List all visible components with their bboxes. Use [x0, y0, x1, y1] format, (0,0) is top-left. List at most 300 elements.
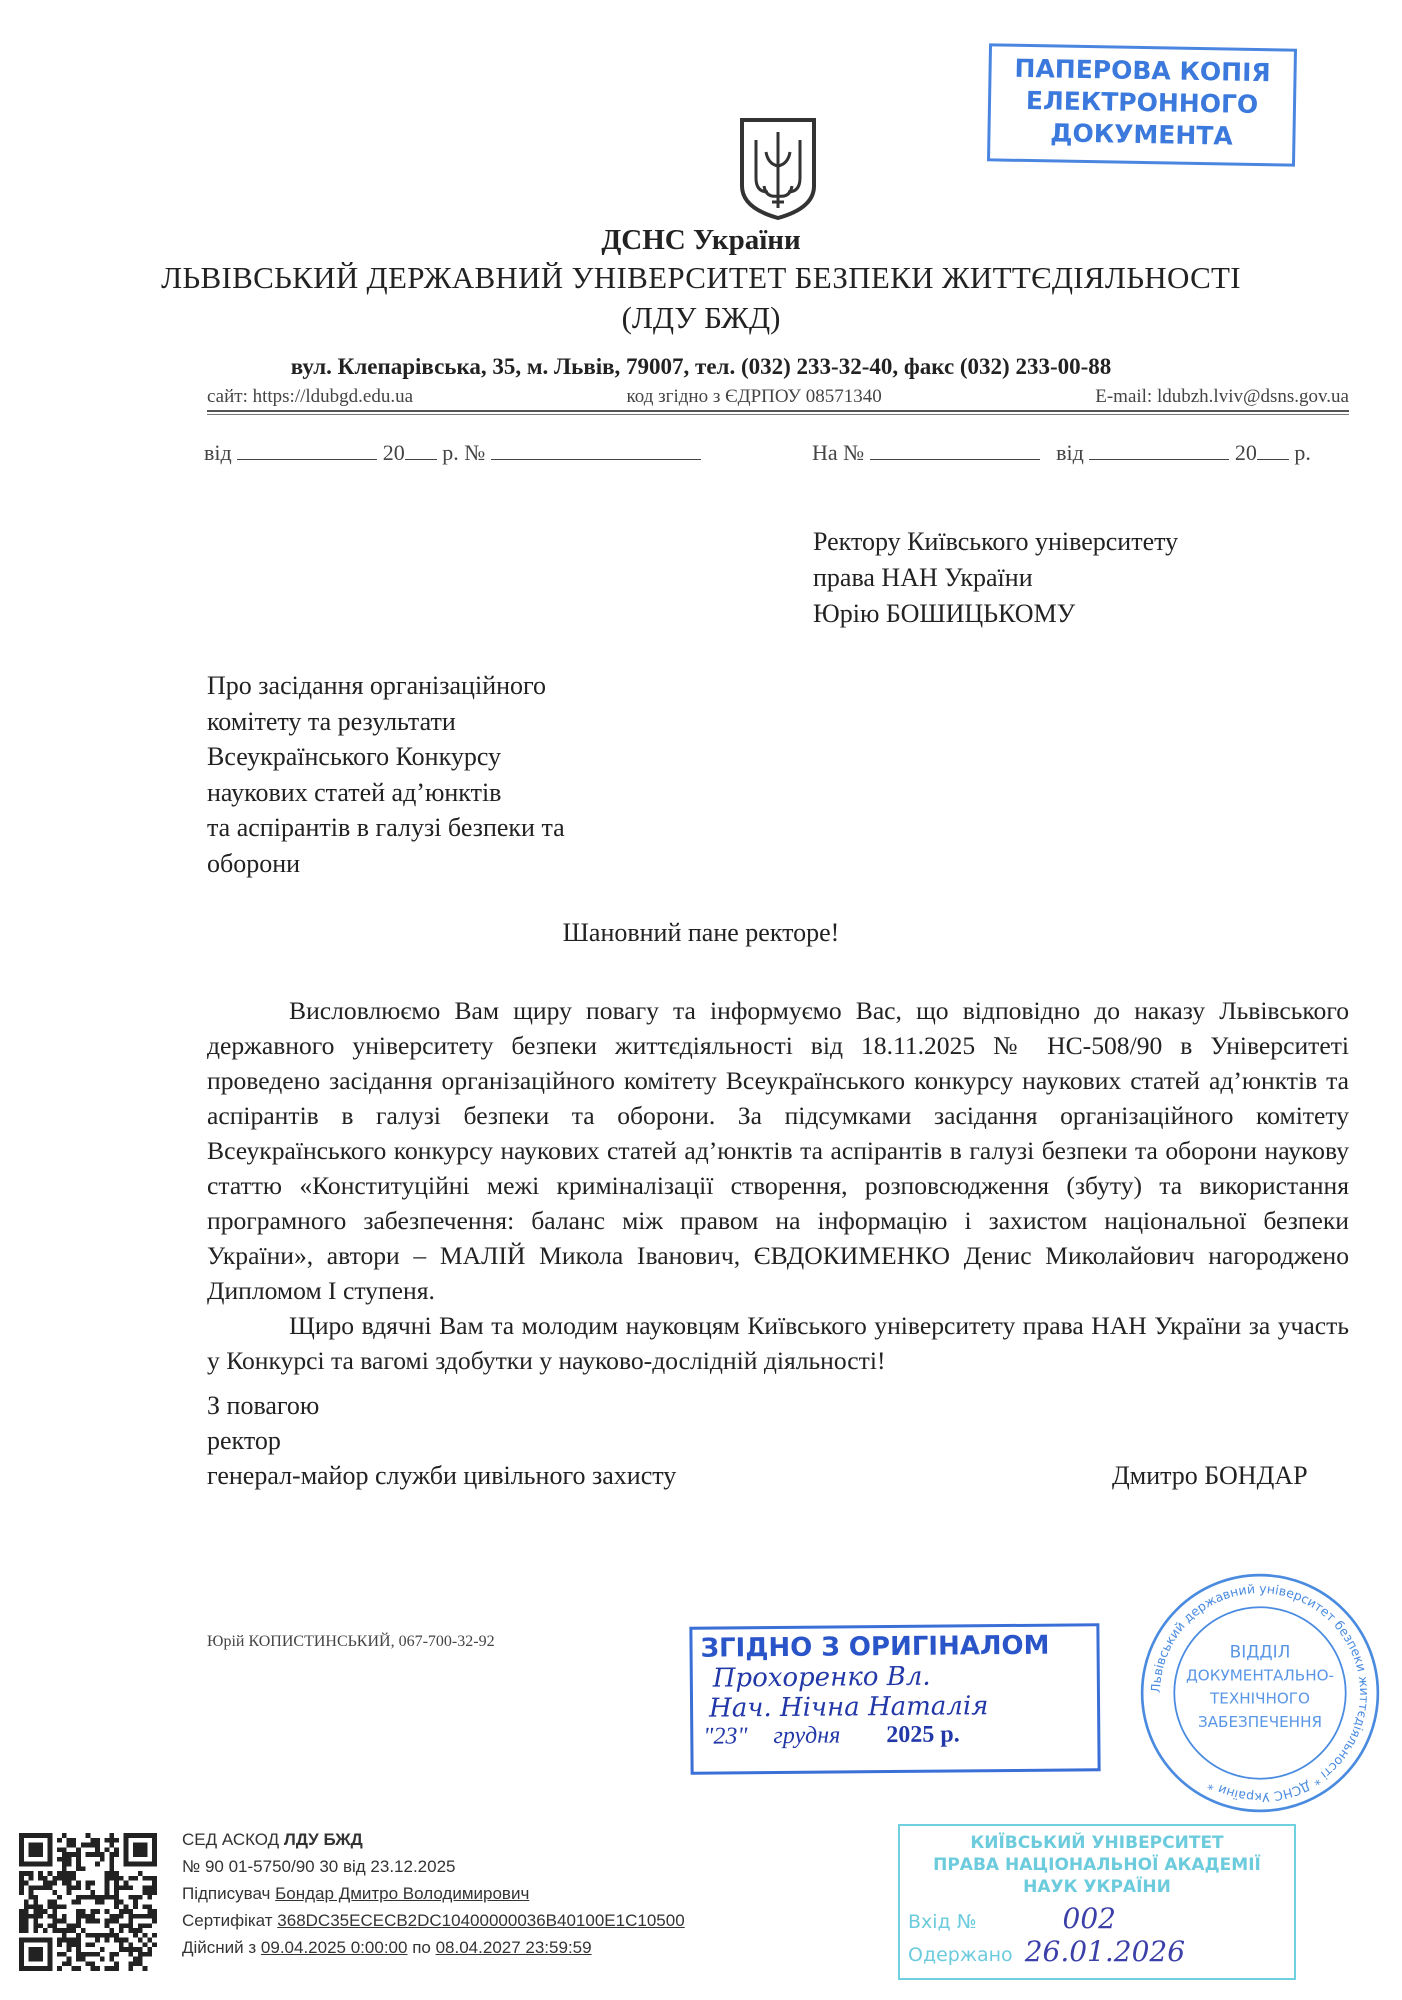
qr-module: [67, 1871, 72, 1876]
qr-module: [119, 1947, 124, 1952]
qr-module: [67, 1852, 72, 1857]
qr-module: [128, 1952, 133, 1957]
qr-module: [147, 1909, 152, 1914]
qr-module: [33, 1909, 38, 1914]
qr-module: [29, 1885, 34, 1890]
qr-module: [86, 1843, 91, 1848]
qr-module: [29, 1914, 34, 1919]
seal-text: ВІДДІЛ: [1229, 1641, 1291, 1662]
qr-module: [114, 1933, 119, 1938]
qr-module: [95, 1938, 100, 1943]
qr-module: [90, 1942, 95, 1947]
qr-module: [114, 1890, 119, 1895]
stamp-year: 2025 р.: [886, 1721, 960, 1749]
qr-module: [76, 1862, 81, 1867]
qr-module: [67, 1885, 72, 1890]
qr-module: [152, 1919, 157, 1924]
qr-module: [90, 1966, 95, 1971]
qr-module: [62, 1862, 67, 1867]
round-seal: [1135, 1568, 1385, 1818]
stamp-line: ДОКУМЕНТА: [1049, 118, 1233, 151]
qr-module: [105, 1876, 110, 1881]
sed-number: № 90 01-5750/90 30 від 23.12.2025: [182, 1857, 456, 1876]
label: р.: [1294, 440, 1311, 465]
signer: Бондар Дмитро Володимирович: [275, 1884, 530, 1903]
valid-from: 09.04.2025 0:00:00: [260, 1938, 408, 1957]
qr-module: [33, 1919, 38, 1924]
cert: 368DC35ECECB2DC10400000036B40100E1C10500: [277, 1911, 685, 1930]
qr-module: [128, 1876, 133, 1881]
qr-module: [124, 1885, 129, 1890]
qr-module: [143, 1914, 148, 1919]
outgoing-registration: [204, 440, 701, 466]
qr-module: [33, 1900, 38, 1905]
qr-module: [52, 1890, 57, 1895]
qr-module: [109, 1952, 114, 1957]
qr-module: [67, 1947, 72, 1952]
qr-module: [24, 1909, 29, 1914]
qr-finder: [29, 1843, 43, 1857]
qr-module: [76, 1900, 81, 1905]
qr-module: [48, 1871, 53, 1876]
label: Вхід №: [908, 1911, 977, 1933]
qr-module: [81, 1909, 86, 1914]
qr-module: [109, 1857, 114, 1862]
qr-module: [152, 1881, 157, 1886]
qr-module: [147, 1952, 152, 1957]
qr-module: [100, 1957, 105, 1962]
edrpou-code: код згідно з ЄДРПОУ 08571340: [626, 386, 882, 407]
qr-module: [138, 1938, 143, 1943]
qr-module: [128, 1928, 133, 1933]
qr-module: [133, 1961, 138, 1966]
qr-module: [86, 1833, 91, 1838]
qr-module: [90, 1895, 95, 1900]
sed-system: [182, 1826, 685, 1853]
qr-module: [62, 1904, 67, 1909]
qr-module: [138, 1928, 143, 1933]
qr-module: [119, 1885, 124, 1890]
qr-module: [57, 1876, 62, 1881]
qr-module: [76, 1909, 81, 1914]
label: Дійсний з: [182, 1938, 257, 1957]
paragraph: Висловлюємо Вам щиру повагу та інформуємо Вас, що відповідно до наказу Львівського державного університету безпеки життєдіяльності від 18.11.2025 № НС-508/90 в Університеті проведено засідання організаційного комітету Всеукраїнського конкурсу наукових статей ад’юнктів та аспірантів в галузі безпеки та оборони. За підсумками засідання організаційного комітету Всеукраїнського конкурсу наукових статей ад’юнктів та аспірантів в галузі безпеки та оборони наукову статтю «Конституційні межі криміналізації створення, розповсюдження (збуту) та використання програмного забезпечення: баланс між правом на інформацію і захистом національної безпеки України», автори – МАЛІЙ Микола Іванович, ЄВДОКИМЕНКО Денис Миколайович нагороджено Дипломом І ступеня.: [207, 996, 1349, 1305]
qr-module: [124, 1881, 129, 1886]
qr-module: [100, 1947, 105, 1952]
qr-module: [19, 1909, 24, 1914]
qr-module: [109, 1862, 114, 1867]
qr-module: [100, 1852, 105, 1857]
qr-module: [76, 1923, 81, 1928]
qr-module: [81, 1957, 86, 1962]
stamp-line: ПАПЕРОВА КОПІЯ: [1014, 53, 1271, 88]
qr-module: [38, 1909, 43, 1914]
letter-body: [207, 993, 1349, 1378]
qr-module: [90, 1909, 95, 1914]
stamp-line: ПРАВА НАЦІОНАЛЬНОЇ АКАДЕМІЇ: [933, 1855, 1261, 1875]
qr-module: [29, 1871, 34, 1876]
qr-module: [105, 1938, 110, 1943]
label: На №: [812, 440, 865, 465]
qr-module: [138, 1961, 143, 1966]
qr-module: [152, 1885, 157, 1890]
qr-module: [57, 1919, 62, 1924]
qr-module: [76, 1952, 81, 1957]
qr-module: [105, 1923, 110, 1928]
qr-module: [105, 1885, 110, 1890]
qr-module: [57, 1952, 62, 1957]
qr-module: [19, 1871, 24, 1876]
qr-finder: [133, 1843, 147, 1857]
qr-module: [81, 1914, 86, 1919]
qr-module: [38, 1904, 43, 1909]
stamp-line: КИЇВСЬКИЙ УНІВЕРСИТЕТ: [970, 1833, 1224, 1853]
qr-module: [147, 1904, 152, 1909]
qr-module: [24, 1871, 29, 1876]
qr-module: [71, 1876, 76, 1881]
qr-module: [105, 1933, 110, 1938]
qr-module: [114, 1895, 119, 1900]
qr-module: [152, 1876, 157, 1881]
subject-line: Всеукраїнського Конкурсу: [207, 742, 502, 771]
qr-module: [128, 1914, 133, 1919]
qr-module: [109, 1876, 114, 1881]
qr-module: [143, 1890, 148, 1895]
qr-module: [24, 1914, 29, 1919]
qr-module: [67, 1942, 72, 1947]
qr-module: [62, 1857, 67, 1862]
incoming-reference: [812, 440, 1311, 466]
qr-module: [48, 1923, 53, 1928]
qr-module: [19, 1881, 24, 1886]
qr-module: [19, 1928, 24, 1933]
qr-module: [128, 1909, 133, 1914]
qr-module: [76, 1895, 81, 1900]
qr-module: [52, 1909, 57, 1914]
recipient-line: Ректору Київського університету: [813, 527, 1179, 556]
qr-module: [81, 1843, 86, 1848]
qr-module: [133, 1914, 138, 1919]
qr-module: [95, 1933, 100, 1938]
qr-module: [57, 1895, 62, 1900]
qr-module: [143, 1952, 148, 1957]
qr-module: [76, 1957, 81, 1962]
executor-contact: Юрій КОПИСТИНСЬКИЙ, 067-700-32-92: [207, 1633, 495, 1650]
qr-module: [76, 1933, 81, 1938]
website: сайт: https://ldubgd.edu.ua: [207, 386, 414, 407]
qr-module: [76, 1857, 81, 1862]
paragraph: Щиро вдячні Вам та молодим науковцям Київського університету права НАН України за участь у Конкурсі та вагомі здобутки у науково-дослідній діяльності!: [207, 1311, 1349, 1375]
university-abbr: (ЛДУ БЖД): [621, 300, 781, 335]
blank: [870, 441, 1040, 460]
qr-module: [95, 1900, 100, 1905]
qr-module: [62, 1852, 67, 1857]
qr-module: [95, 1862, 100, 1867]
qr-module: [24, 1900, 29, 1905]
qr-module: [138, 1923, 143, 1928]
qr-module: [62, 1961, 67, 1966]
qr-module: [133, 1957, 138, 1962]
qr-module: [19, 1923, 24, 1928]
qr-module: [24, 1928, 29, 1933]
qr-module: [90, 1838, 95, 1843]
qr-module: [109, 1895, 114, 1900]
qr-module: [71, 1871, 76, 1876]
recipient-block: [813, 524, 1178, 632]
qr-module: [114, 1885, 119, 1890]
qr-module: [71, 1900, 76, 1905]
qr-module: [81, 1866, 86, 1871]
qr-module: [114, 1881, 119, 1886]
label: 20: [382, 440, 405, 465]
qr-module: [76, 1852, 81, 1857]
qr-module: [128, 1966, 133, 1971]
sed-valid: [182, 1934, 685, 1961]
qr-module: [95, 1909, 100, 1914]
qr-module: [105, 1838, 110, 1843]
qr-module: [52, 1923, 57, 1928]
qr-module: [24, 1923, 29, 1928]
qr-module: [62, 1914, 67, 1919]
qr-module: [86, 1881, 91, 1886]
qr-module: [152, 1914, 157, 1919]
qr-module: [33, 1914, 38, 1919]
qr-module: [133, 1900, 138, 1905]
qr-module: [114, 1904, 119, 1909]
qr-module: [76, 1947, 81, 1952]
qr-module: [90, 1843, 95, 1848]
qr-module: [152, 1909, 157, 1914]
qr-module: [119, 1909, 124, 1914]
qr-module: [128, 1923, 133, 1928]
qr-module: [71, 1843, 76, 1848]
qr-module: [128, 1947, 133, 1952]
qr-code: [19, 1833, 157, 1971]
qr-module: [128, 1919, 133, 1924]
qr-module: [114, 1847, 119, 1852]
qr-module: [143, 1876, 148, 1881]
blank: [491, 441, 701, 460]
qr-module: [24, 1919, 29, 1924]
subject-line: комітету та результати: [207, 706, 456, 736]
qr-module: [76, 1966, 81, 1971]
qr-module: [114, 1966, 119, 1971]
qr-module: [57, 1928, 62, 1933]
qr-module: [105, 1909, 110, 1914]
qr-module: [43, 1885, 48, 1890]
qr-module: [95, 1852, 100, 1857]
qr-module: [86, 1961, 91, 1966]
qr-module: [52, 1881, 57, 1886]
qr-module: [62, 1952, 67, 1957]
qr-module: [114, 1871, 119, 1876]
qr-module: [133, 1895, 138, 1900]
certified-copy-stamp: [689, 1623, 1100, 1775]
qr-module: [147, 1885, 152, 1890]
qr-module: [43, 1881, 48, 1886]
qr-module: [114, 1961, 119, 1966]
qr-module: [109, 1957, 114, 1962]
qr-module: [138, 1947, 143, 1952]
qr-module: [67, 1862, 72, 1867]
qr-module: [71, 1838, 76, 1843]
handwritten-line: Нач. Нічна Наталія: [708, 1691, 989, 1724]
subject-line: та аспірантів в галузі безпеки та: [207, 813, 565, 842]
qr-module: [48, 1904, 53, 1909]
label: р. №: [442, 440, 486, 465]
qr-module: [81, 1928, 86, 1933]
qr-module: [133, 1904, 138, 1909]
label: Одержано: [908, 1944, 1013, 1966]
qr-module: [100, 1857, 105, 1862]
qr-module: [62, 1938, 67, 1943]
qr-module: [62, 1928, 67, 1933]
qr-module: [48, 1881, 53, 1886]
qr-module: [95, 1919, 100, 1924]
qr-module: [109, 1833, 114, 1838]
qr-module: [95, 1966, 100, 1971]
qr-module: [114, 1919, 119, 1924]
letter-content: [207, 993, 1349, 1493]
closing-block: [207, 1388, 1349, 1493]
qr-module: [95, 1843, 100, 1848]
qr-module: [100, 1895, 105, 1900]
qr-module: [119, 1938, 124, 1943]
closing-line: генерал-майор служби цивільного захисту: [207, 1461, 677, 1490]
qr-module: [38, 1914, 43, 1919]
qr-module: [138, 1895, 143, 1900]
qr-module: [62, 1833, 67, 1838]
qr-finder: [29, 1947, 43, 1961]
qr-module: [143, 1904, 148, 1909]
sed-cert: [182, 1907, 685, 1934]
qr-module: [71, 1928, 76, 1933]
signer-name: Дмитро БОНДАР: [1112, 1461, 1308, 1490]
blank: [405, 441, 437, 460]
received-date: 26.01.2026: [1024, 1935, 1186, 1968]
divider: [207, 410, 1349, 412]
address: вул. Клепарівська, 35, м. Львів, 79007, тел. (032) 233-32-40, факс (032) 233-00-88: [290, 354, 1112, 379]
stamp-line: ЕЛЕКТРОННОГО: [1025, 85, 1259, 120]
label: 20: [1234, 440, 1257, 465]
qr-module: [86, 1919, 91, 1924]
qr-module: [67, 1890, 72, 1895]
qr-module: [57, 1904, 62, 1909]
qr-module: [62, 1847, 67, 1852]
agency-name: ДСНС України: [601, 224, 801, 256]
qr-module: [43, 1876, 48, 1881]
qr-module: [76, 1881, 81, 1886]
subject-line: оборони: [207, 848, 301, 878]
qr-module: [67, 1938, 72, 1943]
qr-module: [71, 1852, 76, 1857]
qr-module: [19, 1876, 24, 1881]
qr-module: [67, 1923, 72, 1928]
subject-line: Про засідання організаційного: [207, 671, 547, 700]
qr-module: [114, 1952, 119, 1957]
org: ЛДУ БЖД: [283, 1830, 363, 1849]
qr-module: [71, 1923, 76, 1928]
qr-module: [138, 1952, 143, 1957]
qr-module: [100, 1933, 105, 1938]
qr-module: [100, 1900, 105, 1905]
in-number-row: [900, 1902, 1294, 1935]
qr-module: [133, 1876, 138, 1881]
qr-module: [143, 1885, 148, 1890]
qr-module: [105, 1881, 110, 1886]
qr-module: [128, 1961, 133, 1966]
qr-module: [90, 1952, 95, 1957]
qr-module: [29, 1904, 34, 1909]
qr-module: [52, 1928, 57, 1933]
qr-module: [119, 1923, 124, 1928]
qr-module: [133, 1928, 138, 1933]
handwritten-line: Прохоренко Вл.: [712, 1661, 931, 1694]
subject-line: наукових статей ад’юнктів: [207, 777, 502, 807]
qr-module: [29, 1895, 34, 1900]
qr-module: [138, 1914, 143, 1919]
qr-module: [48, 1914, 53, 1919]
seal-text: ДОКУМЕНТАЛЬНО-: [1185, 1666, 1335, 1685]
qr-module: [29, 1876, 34, 1881]
blank: [1257, 441, 1289, 460]
qr-module: [67, 1843, 72, 1848]
label: від: [1056, 440, 1084, 465]
qr-module: [143, 1966, 148, 1971]
qr-module: [138, 1871, 143, 1876]
closing-line: З повагою: [207, 1391, 320, 1420]
qr-module: [86, 1933, 91, 1938]
qr-module: [128, 1885, 133, 1890]
qr-module: [76, 1942, 81, 1947]
e-signature-block: [182, 1826, 685, 1961]
paper-copy-stamp: [987, 43, 1297, 166]
qr-module: [119, 1928, 124, 1933]
qr-module: [19, 1914, 24, 1919]
qr-module: [67, 1838, 72, 1843]
qr-module: [147, 1923, 152, 1928]
qr-module: [105, 1919, 110, 1924]
qr-module: [124, 1923, 129, 1928]
greeting: Шановний пане ректоре!: [562, 918, 840, 947]
qr-module: [90, 1914, 95, 1919]
qr-module: [62, 1871, 67, 1876]
qr-module: [52, 1900, 57, 1905]
blank: [237, 441, 377, 460]
qr-module: [90, 1890, 95, 1895]
qr-module: [114, 1876, 119, 1881]
qr-module: [81, 1895, 86, 1900]
qr-module: [95, 1895, 100, 1900]
qr-module: [29, 1890, 34, 1895]
qr-module: [133, 1947, 138, 1952]
qr-module: [147, 1938, 152, 1943]
qr-module: [109, 1843, 114, 1848]
qr-module: [57, 1942, 62, 1947]
qr-module: [147, 1947, 152, 1952]
qr-module: [67, 1857, 72, 1862]
stamp-day: "23": [703, 1723, 748, 1750]
qr-module: [95, 1847, 100, 1852]
qr-module: [38, 1876, 43, 1881]
stamp-month: грудня: [773, 1722, 841, 1750]
qr-module: [71, 1966, 76, 1971]
qr-module: [138, 1957, 143, 1962]
qr-module: [33, 1895, 38, 1900]
qr-module: [52, 1876, 57, 1881]
seal-ring-text: Львівський державний університет безпеки життєдіяльності * ДСНС України *: [1147, 1580, 1373, 1806]
qr-module: [109, 1966, 114, 1971]
